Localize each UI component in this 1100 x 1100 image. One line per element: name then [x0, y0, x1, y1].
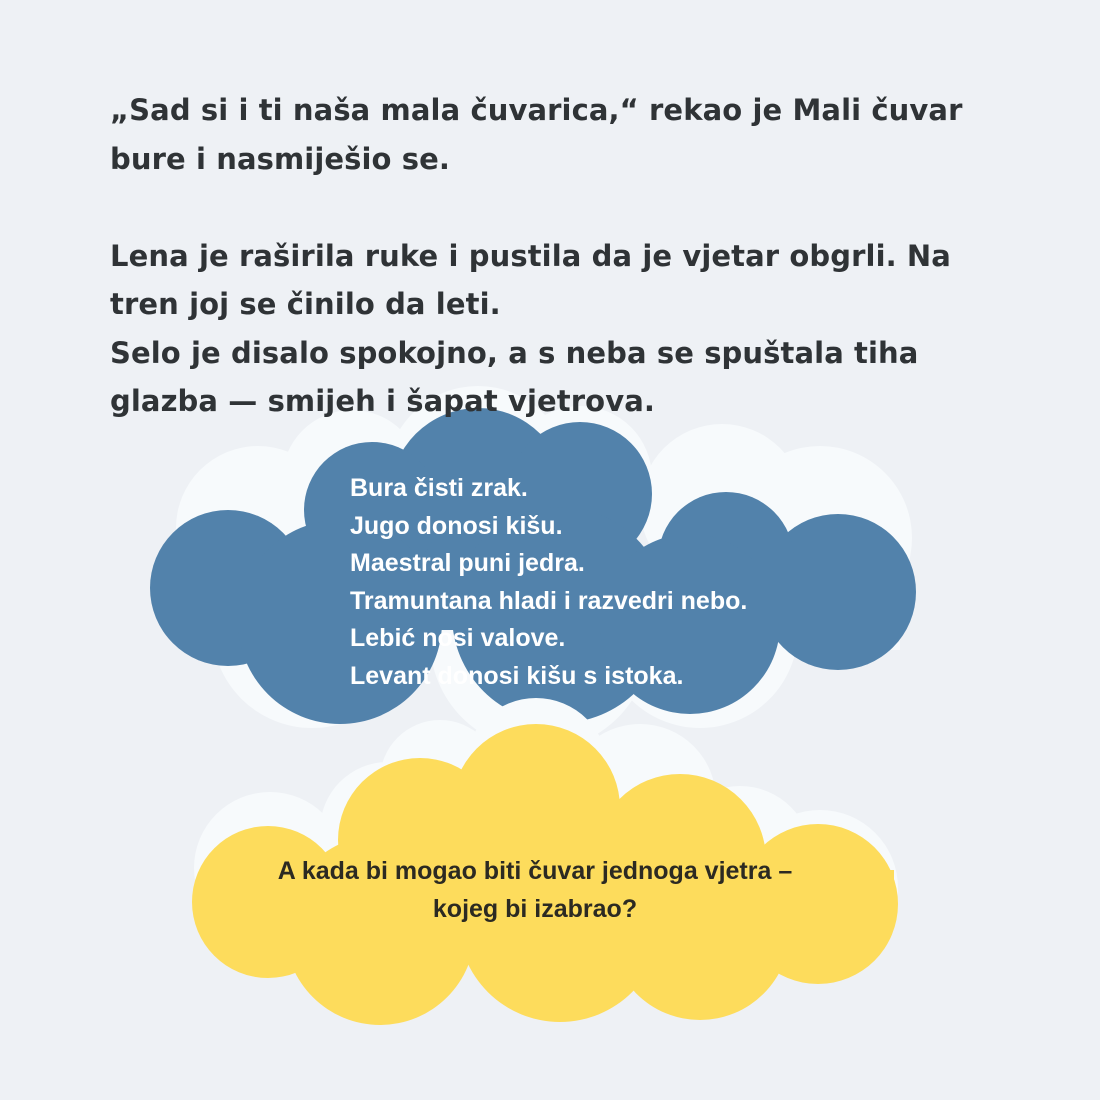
- question-text: [200, 852, 870, 928]
- wind-line-tramuntana: Tramuntana hladi i razvedri nebo.: [350, 586, 748, 615]
- wind-line-lebic: Lebić nosi valove.: [350, 624, 566, 652]
- story-paragraph-1: „Sad si i ti naša mala čuvarica,“ rekao je Mali čuvar bure i nasmiješio se.: [110, 93, 963, 176]
- story-paragraph-2: Lena je raširila ruke i pustila da je vjetar obgrli. Na tren joj se činilo da leti.: [110, 238, 951, 321]
- wind-line-levant: Levant donosi kišu s istoka.: [350, 661, 684, 690]
- wind-line-bura: Bura čisti zrak.: [350, 474, 528, 502]
- winds-list: [350, 470, 870, 695]
- wind-line-maestral: Maestral puni jedra.: [350, 549, 585, 577]
- question-line-2: kojeg bi izabrao?: [432, 895, 638, 923]
- story-paragraph-3: Selo je disalo spokojno, a s neba se spuštala tiha glazba — smijeh i šapat vjetrova.: [110, 335, 919, 418]
- wind-line-jugo: Jugo donosi kišu.: [350, 511, 563, 540]
- story-text: [110, 86, 1010, 426]
- question-line-1: A kada bi mogao biti čuvar jednoga vjetra –: [277, 857, 793, 885]
